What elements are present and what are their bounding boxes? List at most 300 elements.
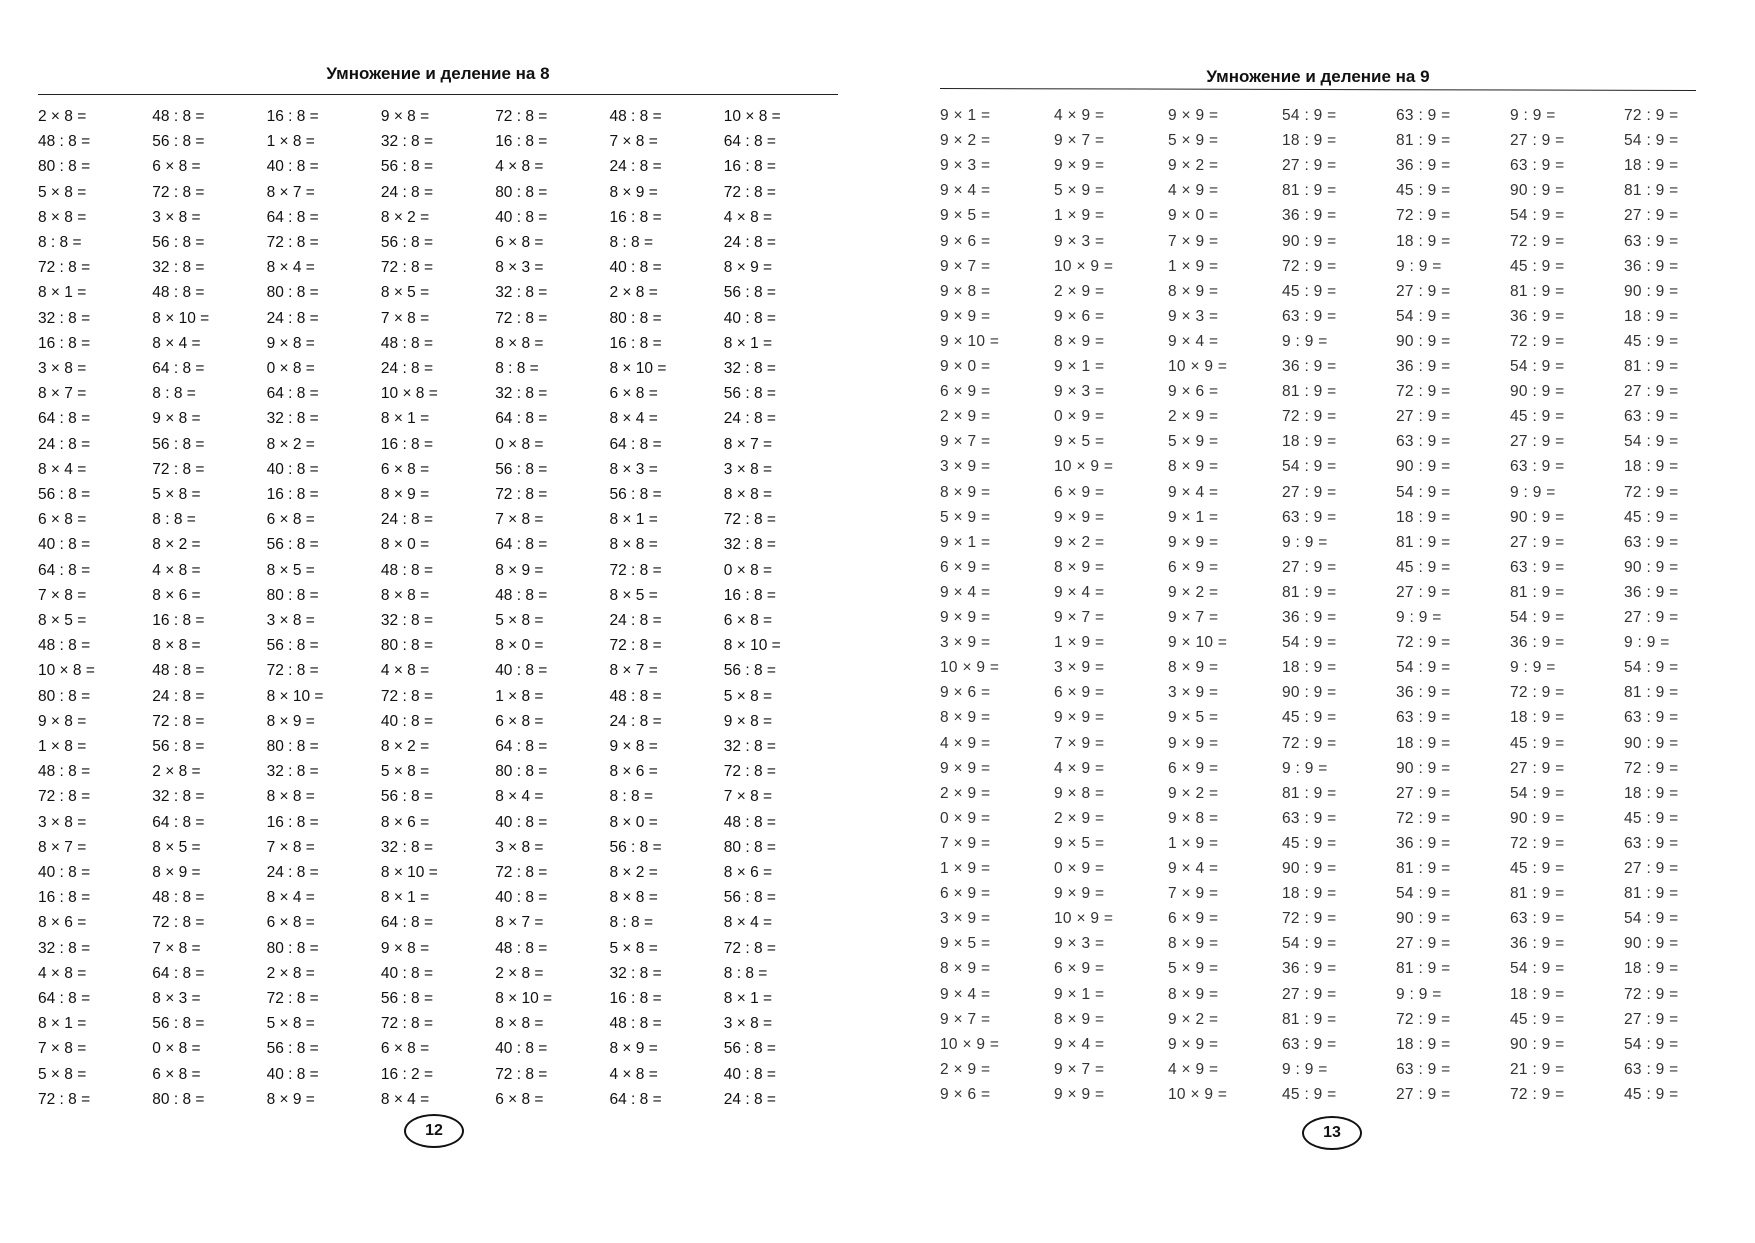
exercise-item: 81 : 9 = — [1624, 358, 1679, 375]
exercise-item: 1 × 8 = — [495, 687, 544, 705]
exercise-item: 3 × 8 = — [723, 460, 773, 478]
exercise-item: 63 : 9 = — [1282, 307, 1337, 325]
exercise-item: 9 : 9 = — [1624, 634, 1670, 652]
exercise-item: 9 × 6 = — [940, 684, 991, 702]
exercise-item: 0 × 8 = — [495, 435, 544, 453]
exercise-item: 3 × 8 = — [495, 838, 544, 856]
exercise-item: 8 : 8 = — [495, 360, 539, 377]
exercise-item: 27 : 9 = — [1396, 935, 1451, 953]
exercise-item: 1 × 9 = — [1168, 257, 1219, 275]
exercise-item: 7 × 8 = — [380, 309, 430, 327]
exercise-item: 32 : 8 = — [495, 385, 548, 403]
exercise-item: 6 × 9 = — [1054, 483, 1105, 501]
exercise-item: 81 : 9 = — [1396, 132, 1451, 150]
exercise-item: 1 × 8 = — [266, 133, 315, 151]
exercise-item: 72 : 9 = — [1282, 257, 1337, 275]
exercise-item: 36 : 9 = — [1510, 634, 1565, 652]
exercise-item: 8 × 9 = — [940, 960, 991, 978]
exercise-item: 7 × 8 = — [495, 511, 544, 529]
exercise-item: 2 × 8 = — [266, 964, 315, 982]
page-number-badge: 13 — [1302, 1116, 1362, 1150]
exercise-item: 72 : 8 = — [609, 637, 662, 655]
exercise-item: 2 × 9 = — [940, 408, 991, 426]
exercise-item: 81 : 9 = — [1396, 533, 1451, 551]
exercise-item: 56 : 8 = — [380, 158, 434, 176]
exercise-item: 54 : 9 = — [1282, 458, 1337, 476]
exercise-item: 32 : 8 = — [380, 133, 434, 151]
exercise-item: 56 : 8 = — [723, 662, 776, 680]
exercise-item: 72 : 8 = — [495, 864, 548, 881]
exercise-item: 4 × 8 = — [38, 964, 87, 982]
exercise-item: 5 × 8 = — [38, 183, 87, 201]
exercise-item: 48 : 8 = — [38, 133, 91, 151]
exercise-item: 6 × 9 = — [1168, 759, 1219, 777]
exercise-item: 45 : 9 = — [1510, 734, 1565, 752]
exercise-item: 40 : 8 = — [38, 864, 91, 881]
exercise-item: 72 : 9 = — [1282, 734, 1337, 752]
exercise-item: 32 : 8 = — [723, 360, 776, 377]
exercise-item: 1 × 8 = — [38, 738, 87, 755]
exercise-item: 3 × 9 = — [940, 910, 991, 928]
exercise-item: 56 : 8 = — [723, 1040, 776, 1058]
exercise-item: 5 × 8 = — [266, 1015, 315, 1033]
exercise-item: 36 : 9 = — [1510, 307, 1565, 325]
exercise-item: 8 × 4 = — [38, 460, 87, 478]
exercise-item: 16 : 8 = — [266, 486, 319, 503]
exercise-item: 72 : 9 = — [1510, 232, 1565, 250]
exercise-item: 9 × 7 = — [1168, 609, 1219, 626]
exercise-item: 7 × 9 = — [940, 834, 991, 852]
exercise-item: 6 × 8 = — [38, 511, 87, 529]
exercise-item: 8 × 8 = — [609, 536, 658, 554]
exercise-item: 9 × 6 = — [1168, 383, 1219, 401]
exercise-item: 18 : 9 = — [1510, 985, 1565, 1003]
exercise-item: 8 × 1 = — [609, 511, 658, 529]
exercise-item: 72 : 9 = — [1510, 332, 1565, 350]
exercise-item: 63 : 9 = — [1396, 107, 1451, 124]
exercise-item: 56 : 8 = — [723, 889, 776, 907]
exercise-item: 54 : 9 = — [1510, 960, 1565, 978]
exercise-item: 0 × 8 = — [152, 1040, 201, 1058]
exercise-item: 18 : 9 = — [1624, 960, 1679, 978]
exercise-item: 72 : 9 = — [1396, 634, 1451, 652]
exercise-item: 64 : 8 = — [152, 813, 205, 831]
exercise-item: 80 : 8 = — [609, 309, 662, 327]
exercise-item: 56 : 8 = — [152, 738, 205, 755]
exercise-item: 24 : 8 = — [723, 1090, 776, 1108]
exercise-item: 81 : 9 = — [1510, 282, 1565, 300]
exercise-item: 9 × 7 = — [1054, 132, 1105, 150]
exercise-item: 10 × 9 = — [1168, 358, 1228, 375]
exercise-item: 4 × 8 = — [152, 561, 201, 579]
exercise-item: 6 × 8 = — [152, 1065, 201, 1083]
exercise-item: 8 × 8 = — [380, 586, 430, 604]
exercise-item: 90 : 9 = — [1624, 558, 1679, 576]
exercise-item: 6 × 9 = — [1168, 558, 1219, 576]
exercise-item: 9 × 8 = — [1054, 784, 1105, 802]
exercise-item: 8 × 7 = — [266, 183, 315, 201]
exercise-item: 9 × 8 = — [940, 282, 991, 300]
exercise-item: 5 × 9 = — [1054, 182, 1105, 200]
exercise-item: 63 : 9 = — [1510, 157, 1565, 175]
exercise-item: 18 : 9 = — [1396, 232, 1451, 250]
exercise-item: 7 × 8 = — [609, 133, 658, 151]
exercise-item: 72 : 8 = — [266, 990, 319, 1007]
exercise-item: 3 × 9 = — [940, 458, 991, 476]
exercise-item: 9 × 1 = — [1054, 985, 1105, 1003]
exercise-item: 90 : 9 = — [1624, 935, 1679, 953]
exercise-item: 27 : 9 = — [1510, 759, 1565, 777]
exercise-item: 8 × 2 = — [380, 738, 430, 755]
exercise-item: 8 × 5 = — [380, 284, 430, 302]
exercise-item: 45 : 9 = — [1510, 408, 1565, 426]
exercise-item: 80 : 8 = — [495, 183, 548, 201]
exercise-item: 45 : 9 = — [1282, 709, 1337, 727]
exercise-item: 48 : 8 = — [609, 1015, 662, 1033]
exercise-item: 8 × 4 = — [495, 788, 544, 806]
exercise-item: 8 × 9 = — [940, 483, 991, 501]
exercise-item: 45 : 9 = — [1396, 558, 1451, 576]
exercise-item: 54 : 9 = — [1510, 609, 1565, 626]
exercise-item: 9 × 4 = — [940, 182, 991, 200]
exercise-item: 9 × 8 = — [152, 410, 201, 428]
exercise-item: 56 : 8 = — [380, 990, 434, 1007]
exercise-item: 6 × 9 = — [1168, 910, 1219, 928]
exercise-item: 64 : 8 = — [609, 1090, 662, 1108]
exercise-item: 5 × 8 = — [38, 1065, 87, 1083]
exercise-item: 16 : 8 = — [723, 158, 776, 176]
exercise-item: 5 × 9 = — [1168, 960, 1219, 978]
exercise-item: 9 × 1 = — [1168, 508, 1219, 526]
exercise-item: 8 × 5 = — [266, 561, 315, 579]
exercise-item: 8 × 9 = — [609, 183, 658, 201]
exercise-item: 27 : 9 = — [1624, 860, 1679, 877]
exercise-item: 8 × 8 = — [266, 788, 315, 806]
exercise-item: 54 : 9 = — [1624, 132, 1679, 150]
exercise-item: 3 × 8 = — [723, 1015, 773, 1033]
exercise-item: 81 : 9 = — [1282, 383, 1337, 401]
exercise-item: 54 : 9 = — [1624, 1035, 1679, 1053]
exercise-item: 54 : 9 = — [1396, 307, 1451, 325]
exercise-item: 56 : 8 = — [152, 435, 205, 453]
exercise-item: 9 × 9 = — [1168, 734, 1219, 752]
exercise-item: 27 : 9 = — [1624, 207, 1679, 225]
exercise-item: 72 : 8 = — [152, 712, 205, 730]
exercise-item: 32 : 8 = — [266, 410, 319, 428]
exercise-item: 24 : 8 = — [723, 410, 776, 428]
exercise-item: 5 × 8 = — [380, 763, 430, 781]
exercise-item: 9 × 3 = — [1168, 307, 1219, 325]
exercise-item: 80 : 8 = — [152, 1090, 205, 1108]
exercise-item: 9 × 5 = — [1054, 433, 1105, 451]
exercise-item: 2 × 8 = — [152, 763, 201, 781]
exercise-item: 8 × 10 = — [723, 637, 781, 655]
exercise-item: 8 × 1 = — [38, 284, 87, 302]
exercise-item: 9 × 8 = — [38, 712, 87, 730]
exercise-item: 36 : 9 = — [1396, 834, 1451, 852]
exercise-item: 8 × 2 = — [266, 435, 315, 453]
exercise-item: 9 : 9 = — [1396, 985, 1442, 1003]
exercise-item: 64 : 8 = — [38, 410, 91, 428]
exercise-item: 48 : 8 = — [38, 763, 91, 781]
exercise-item: 64 : 8 = — [380, 914, 434, 932]
exercise-item: 1 × 9 = — [1168, 834, 1219, 852]
exercise-item: 6 × 8 = — [495, 234, 544, 251]
exercise-item: 72 : 8 = — [266, 234, 319, 251]
exercise-item: 48 : 8 = — [380, 561, 434, 579]
exercise-item: 72 : 8 = — [380, 259, 434, 277]
exercise-item: 16 : 8 = — [266, 108, 319, 125]
exercise-item: 9 × 2 = — [940, 132, 991, 150]
exercise-item: 81 : 9 = — [1396, 860, 1451, 877]
exercise-item: 9 : 9 = — [1282, 759, 1328, 777]
exercise-item: 45 : 9 = — [1624, 1085, 1679, 1103]
exercise-item: 8 × 9 = — [723, 259, 773, 277]
exercise-item: 9 × 8 = — [1168, 809, 1219, 827]
exercise-item: 56 : 8 = — [723, 385, 776, 403]
exercise-item: 36 : 9 = — [1396, 684, 1451, 702]
exercise-item: 9 × 9 = — [1054, 157, 1105, 175]
exercise-item: 72 : 9 = — [1282, 910, 1337, 928]
exercise-item: 63 : 9 = — [1282, 508, 1337, 526]
exercise-item: 9 × 2 = — [1168, 583, 1219, 601]
exercise-item: 6 × 8 = — [609, 385, 658, 403]
exercise-item: 48 : 8 = — [380, 334, 434, 352]
exercise-item: 40 : 8 = — [495, 889, 548, 907]
exercise-item: 0 × 9 = — [1054, 408, 1105, 426]
exercise-item: 8 × 8 = — [495, 334, 544, 352]
exercise-item: 8 × 5 = — [152, 838, 201, 856]
exercise-item: 6 × 8 = — [266, 914, 315, 932]
exercise-item: 40 : 8 = — [266, 460, 319, 478]
exercise-item: 10 × 8 = — [38, 662, 95, 680]
exercise-item: 8 × 9 = — [266, 1090, 315, 1108]
exercise-item: 8 × 2 = — [152, 536, 201, 554]
exercise-item: 27 : 9 = — [1396, 282, 1451, 300]
exercise-item: 32 : 8 = — [152, 788, 205, 806]
exercise-item: 40 : 8 = — [495, 208, 548, 226]
exercise-item: 32 : 8 = — [380, 612, 434, 629]
exercise-item: 8 : 8 = — [152, 385, 196, 403]
exercise-item: 8 × 10 = — [495, 990, 553, 1007]
exercise-item: 7 × 8 = — [38, 586, 87, 604]
exercise-item: 90 : 9 = — [1510, 508, 1565, 526]
exercise-item: 8 : 8 = — [609, 234, 654, 251]
exercise-item: 8 × 1 = — [380, 410, 430, 428]
exercise-item: 24 : 8 = — [380, 183, 434, 201]
exercise-item: 72 : 9 = — [1396, 383, 1451, 401]
exercise-item: 80 : 8 = — [38, 158, 91, 176]
exercise-item: 45 : 9 = — [1510, 1010, 1565, 1028]
exercise-item: 64 : 8 = — [495, 738, 548, 755]
exercise-item: 8 : 8 = — [723, 964, 768, 982]
exercise-item: 24 : 8 = — [723, 234, 776, 251]
exercise-item: 8 × 9 = — [1168, 659, 1219, 677]
exercise-item: 63 : 9 = — [1282, 809, 1337, 827]
exercise-item: 4 × 9 = — [1168, 1060, 1219, 1078]
exercise-item: 72 : 8 = — [152, 914, 205, 932]
exercise-item: 27 : 9 = — [1510, 433, 1565, 451]
exercise-item: 24 : 8 = — [380, 360, 434, 377]
exercise-item: 8 × 8 = — [38, 208, 87, 226]
exercise-item: 0 × 8 = — [266, 360, 315, 377]
exercise-item: 56 : 8 = — [495, 460, 548, 478]
exercise-item: 0 × 9 = — [940, 809, 991, 827]
exercise-item: 32 : 8 = — [723, 738, 776, 755]
exercise-item: 81 : 9 = — [1510, 583, 1565, 601]
exercise-item: 8 × 6 = — [609, 763, 658, 781]
exercise-item: 64 : 8 = — [495, 410, 548, 428]
exercise-item: 9 : 9 = — [1396, 609, 1442, 626]
exercise-item: 63 : 9 = — [1624, 533, 1679, 551]
exercise-item: 24 : 8 = — [380, 511, 434, 529]
exercise-item: 6 × 9 = — [1054, 684, 1105, 702]
left-page — [38, 0, 838, 1243]
exercise-item: 9 : 9 = — [1510, 659, 1556, 677]
exercise-item: 54 : 9 = — [1396, 885, 1451, 903]
exercise-item: 72 : 9 = — [1624, 107, 1679, 124]
exercise-item: 54 : 9 = — [1510, 207, 1565, 225]
exercise-item: 8 × 9 = — [1054, 558, 1105, 576]
exercise-item: 48 : 8 = — [152, 662, 205, 680]
exercise-item: 6 × 8 = — [723, 612, 773, 629]
exercise-item: 8 × 9 = — [266, 712, 315, 730]
exercise-item: 27 : 9 = — [1282, 157, 1337, 175]
exercise-item: 18 : 9 = — [1282, 132, 1337, 150]
exercise-item: 63 : 9 = — [1510, 458, 1565, 476]
exercise-item: 9 × 9 = — [940, 759, 991, 777]
exercise-item: 3 × 9 = — [1054, 659, 1105, 677]
exercise-item: 8 × 4 = — [723, 914, 773, 932]
exercise-item: 27 : 9 = — [1510, 533, 1565, 551]
exercise-item: 56 : 8 = — [266, 637, 319, 655]
exercise-item: 8 × 5 = — [609, 586, 658, 604]
exercise-item: 9 × 2 = — [1168, 784, 1219, 802]
exercise-item: 54 : 9 = — [1624, 910, 1679, 928]
exercise-item: 24 : 8 = — [152, 687, 205, 705]
exercise-item: 90 : 9 = — [1282, 232, 1337, 250]
exercise-item: 8 × 1 = — [380, 889, 430, 907]
exercise-item: 8 × 9 = — [940, 709, 991, 727]
exercise-item: 16 : 8 = — [609, 334, 662, 352]
exercise-item: 81 : 9 = — [1282, 784, 1337, 802]
exercise-item: 2 × 9 = — [1054, 282, 1105, 300]
exercise-item: 54 : 9 = — [1396, 659, 1451, 677]
exercise-item: 9 × 3 = — [1054, 383, 1105, 401]
exercise-item: 64 : 8 = — [495, 536, 548, 554]
exercise-item: 8 × 6 = — [152, 586, 201, 604]
exercise-item: 54 : 9 = — [1282, 935, 1337, 953]
exercise-item: 40 : 8 = — [723, 309, 776, 327]
exercise-item: 90 : 9 = — [1396, 332, 1451, 350]
exercise-item: 0 × 9 = — [1054, 860, 1105, 877]
exercise-item: 64 : 8 = — [266, 208, 319, 226]
exercise-item: 24 : 8 = — [38, 435, 91, 453]
exercise-item: 8 × 9 = — [1168, 985, 1219, 1003]
exercise-item: 40 : 8 = — [495, 1040, 548, 1058]
exercise-item: 4 × 9 = — [1168, 182, 1219, 200]
exercise-item: 36 : 9 = — [1282, 358, 1337, 375]
exercise-item: 40 : 8 = — [723, 1065, 776, 1083]
exercise-item: 8 × 2 = — [609, 864, 658, 881]
exercise-item: 36 : 9 = — [1624, 257, 1679, 275]
exercise-item: 3 × 8 = — [38, 813, 87, 831]
exercise-item: 45 : 9 = — [1396, 182, 1451, 200]
exercise-item: 5 × 9 = — [1168, 433, 1219, 451]
page-title: Умножение и деление на 8 — [326, 64, 550, 83]
exercise-item: 8 × 9 = — [609, 1040, 658, 1058]
exercise-item: 90 : 9 = — [1396, 759, 1451, 777]
exercise-item: 56 : 8 = — [380, 788, 434, 806]
exercise-item: 45 : 9 = — [1624, 508, 1679, 526]
exercise-item: 9 : 9 = — [1282, 332, 1328, 350]
exercise-item: 90 : 9 = — [1510, 1035, 1565, 1053]
exercise-item: 24 : 8 = — [609, 158, 662, 176]
exercise-item: 45 : 9 = — [1282, 282, 1337, 300]
exercise-item: 81 : 9 = — [1282, 182, 1337, 200]
right-page — [940, 0, 1696, 1243]
exercise-item: 16 : 8 = — [609, 990, 662, 1007]
exercise-item: 45 : 9 = — [1510, 257, 1565, 275]
exercise-item: 32 : 8 = — [266, 763, 319, 781]
exercise-item: 4 × 8 = — [380, 662, 430, 680]
exercise-item: 9 × 8 = — [266, 334, 315, 352]
exercise-item: 8 : 8 = — [38, 234, 82, 251]
exercise-item: 8 × 0 = — [609, 813, 658, 831]
exercise-item: 56 : 8 = — [380, 234, 434, 251]
exercise-item: 9 × 7 = — [940, 433, 991, 451]
exercise-item: 81 : 9 = — [1396, 960, 1451, 978]
exercise-item: 8 × 9 = — [1054, 1010, 1105, 1028]
exercise-item: 10 × 9 = — [1054, 910, 1114, 928]
exercise-item: 1 × 9 = — [1054, 207, 1105, 225]
exercise-item: 8 : 8 = — [609, 914, 654, 932]
exercise-item: 90 : 9 = — [1624, 282, 1679, 300]
exercise-item: 40 : 8 = — [266, 1065, 319, 1083]
exercise-item: 9 × 3 = — [940, 157, 991, 175]
exercise-item: 27 : 9 = — [1282, 985, 1337, 1003]
exercise-item: 36 : 9 = — [1510, 935, 1565, 953]
exercise-item: 45 : 9 = — [1282, 834, 1337, 852]
exercise-item: 10 × 9 = — [940, 659, 1000, 677]
exercise-item: 27 : 9 = — [1282, 483, 1337, 501]
exercise-item: 6 × 8 = — [380, 1040, 430, 1058]
exercise-item: 81 : 9 = — [1282, 1010, 1337, 1028]
exercise-item: 2 × 8 = — [495, 964, 544, 982]
exercise-item: 72 : 9 = — [1396, 207, 1451, 225]
exercise-item: 18 : 9 = — [1624, 307, 1679, 325]
exercise-item: 8 × 7 = — [38, 838, 87, 856]
exercise-item: 80 : 8 = — [723, 838, 776, 856]
exercise-item: 2 × 8 = — [609, 284, 658, 302]
exercise-item: 7 × 8 = — [266, 838, 315, 856]
exercise-item: 36 : 9 = — [1396, 157, 1451, 175]
exercise-item: 8 × 4 = — [152, 334, 201, 352]
exercise-item: 4 × 9 = — [940, 734, 991, 752]
exercise-item: 9 × 9 = — [940, 609, 991, 626]
exercise-item: 16 : 2 = — [380, 1065, 434, 1083]
exercise-item: 0 × 8 = — [723, 561, 773, 579]
exercise-item: 9 × 2 = — [1054, 533, 1105, 551]
exercise-item: 54 : 9 = — [1282, 634, 1337, 652]
exercise-item: 7 × 9 = — [1168, 232, 1219, 250]
exercise-item: 5 × 9 = — [1168, 132, 1219, 150]
exercise-item: 63 : 9 = — [1396, 433, 1451, 451]
exercise-item: 45 : 9 = — [1624, 332, 1679, 350]
exercise-item: 9 × 4 = — [940, 985, 991, 1003]
exercise-item: 9 × 5 = — [1054, 834, 1105, 852]
exercise-item: 9 × 7 = — [940, 257, 991, 275]
